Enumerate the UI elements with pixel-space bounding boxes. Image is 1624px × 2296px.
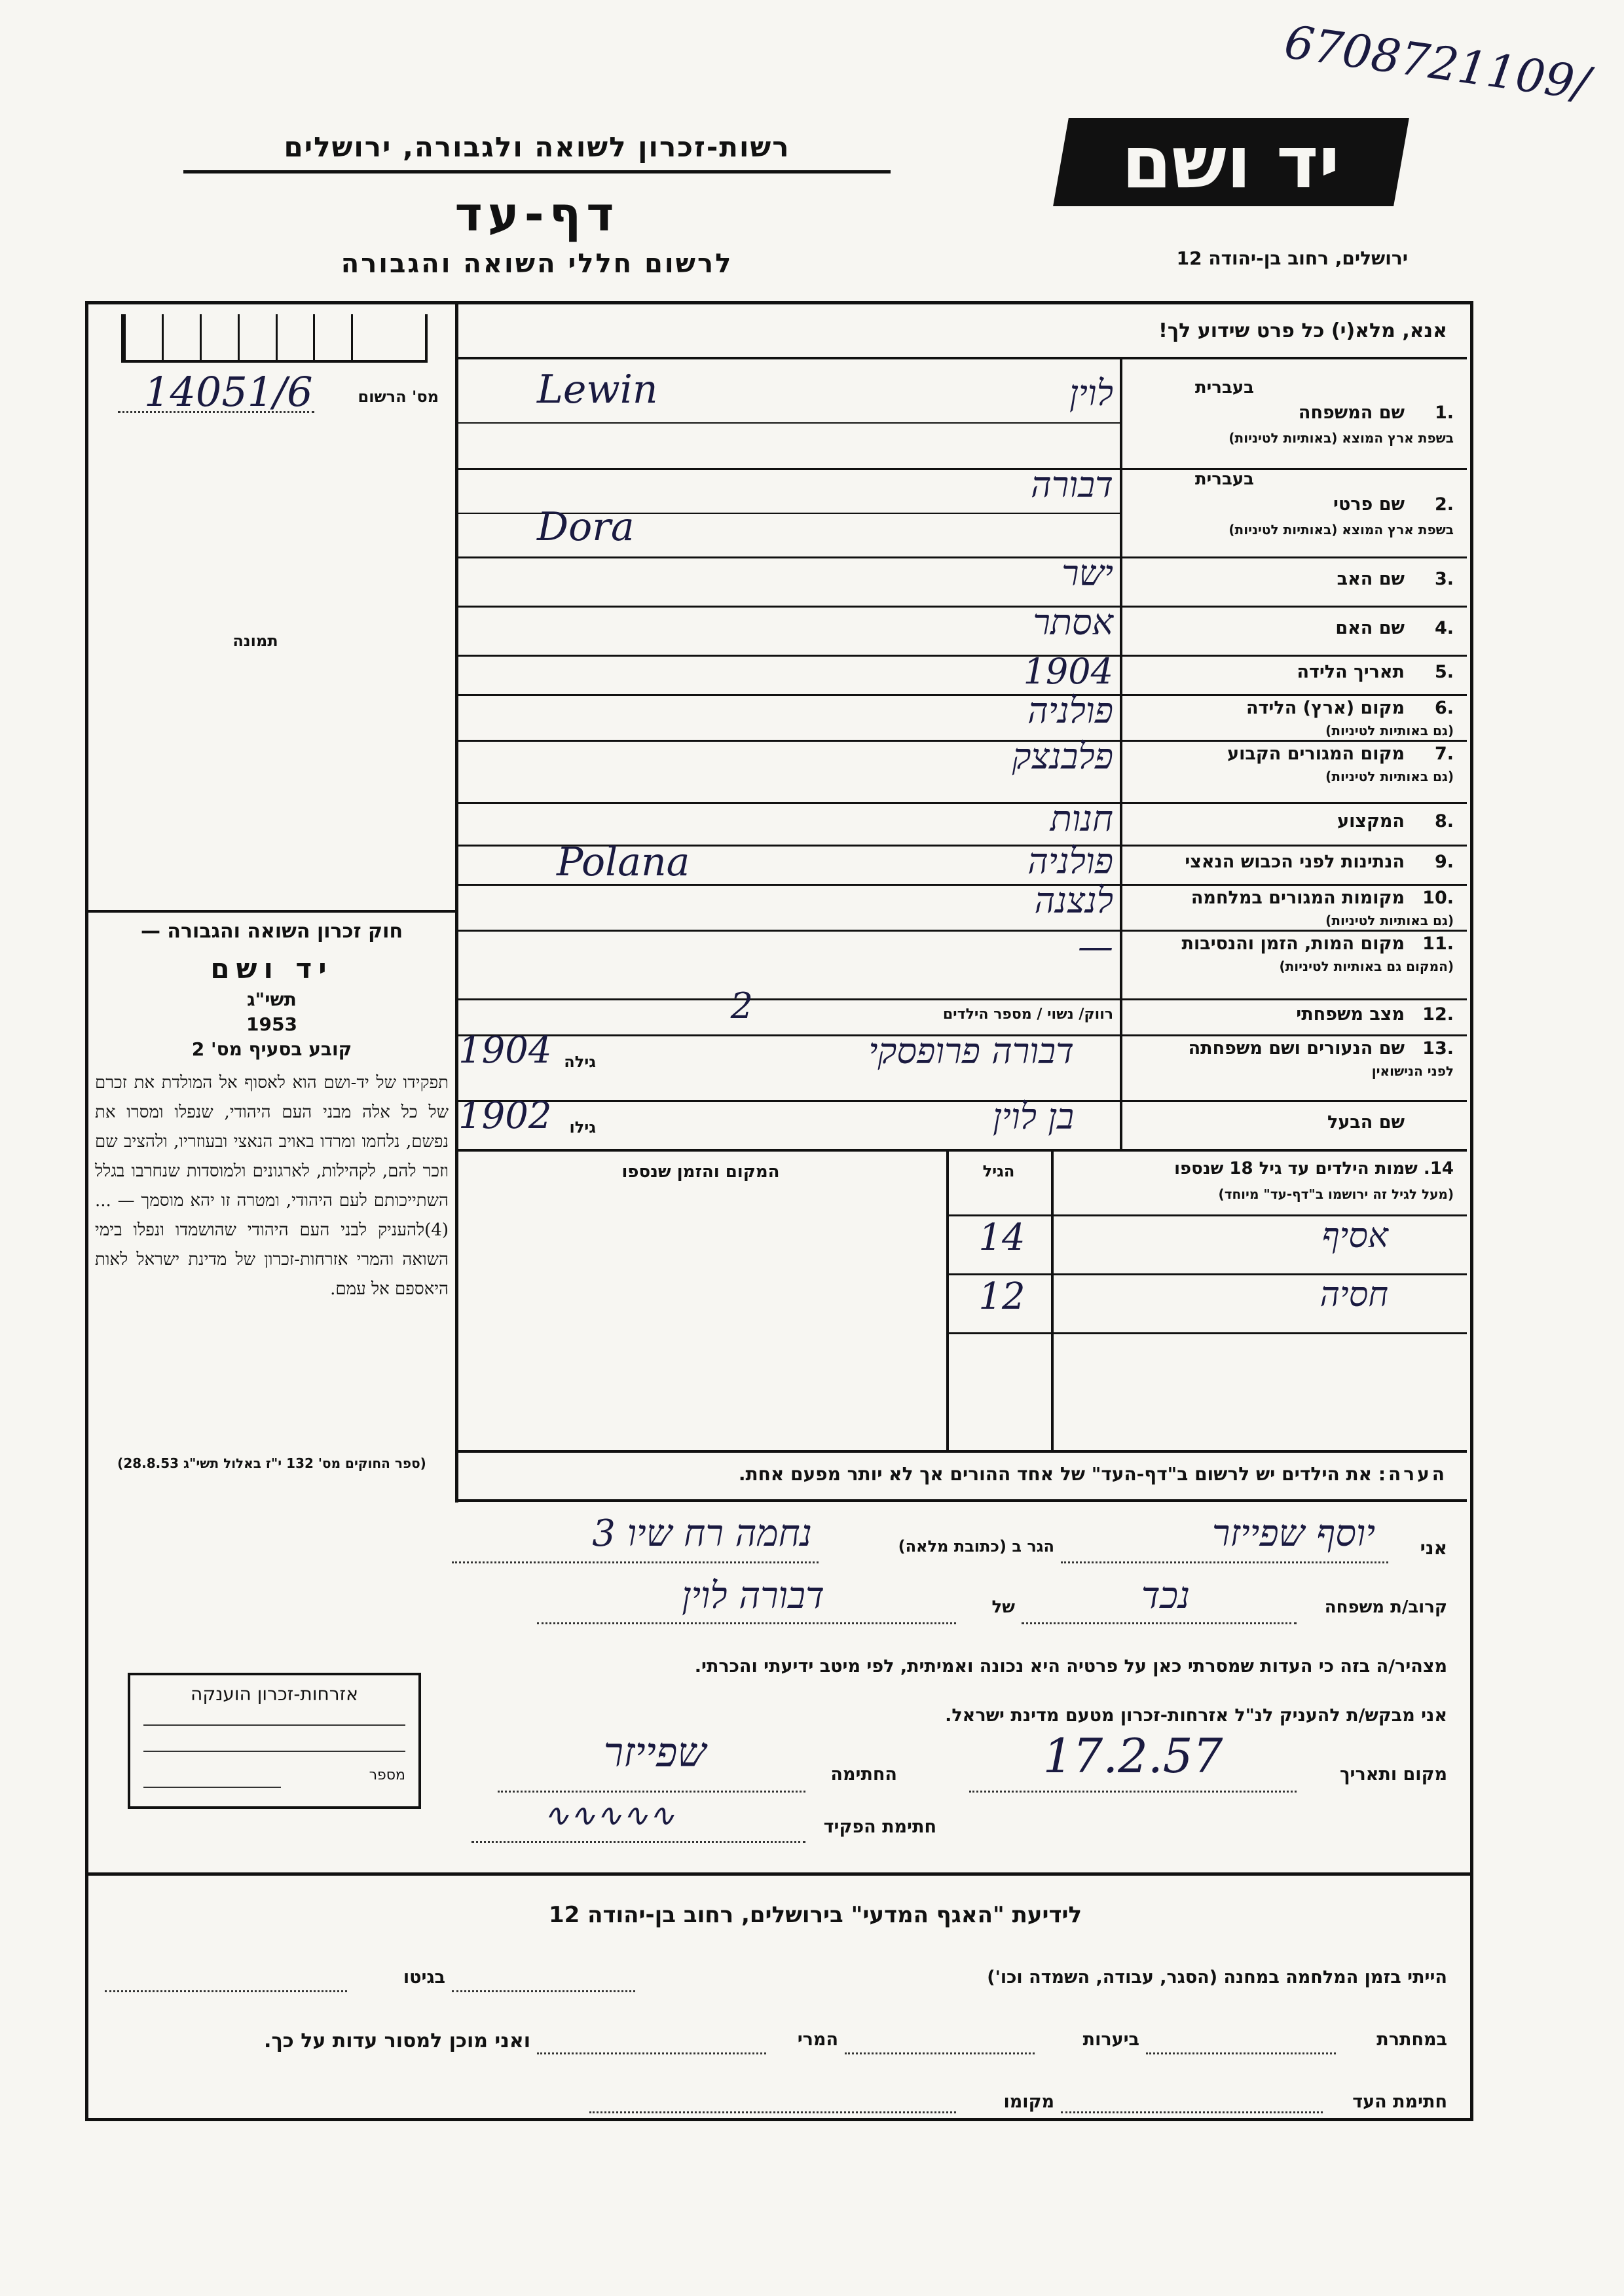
field-label: שם הנעורים ושם משפחתה [1188, 1038, 1405, 1059]
declaration: מצהיר/ה בזה כי העדות שמסרתי כאן על פרטיה היא נכונה ואמיתית, לפי מיטב ידיעתי והכרתי. [694, 1656, 1447, 1677]
law-title: חוק זכרון השואה והגבורה — [140, 920, 403, 943]
field-value-hebrew: לנצנה [1034, 880, 1113, 921]
field-label: שם האם [1335, 617, 1405, 638]
field-row-rule [455, 998, 1467, 1000]
field-sub-label: בשפת ארץ המוצא (באותיות לטיניות) [1228, 522, 1454, 538]
field-number: 2. [1434, 494, 1454, 515]
field-age-value: 1902 [458, 1095, 552, 1137]
witness-address-label: הגר ב (כתובת מלאה) [898, 1537, 1054, 1556]
law-text: תפקידו של יד-ושם הוא לאסוף אל המולדת את זכרם של כל אלה מבני העם היהודי, שנפלו ומסרו את נפשם, נלחמו ומרדו באויב הנאצי ובעוזריו, ולהציב שם וזכר להם, לקהילות, לארגונים ולמוסדות שנחרבו בגלל השתייכותם לעם היהודי, ומטרה זו יהא מוסמך — ...(4)להעניק לבני העם היהודי שהושמדו ונפלו בימי השואה והמרי אזרחות-זכרון של מדינת ישראל לאות היאספם אל עמם. [95, 1073, 449, 1299]
field-label: מקום המות, הזמן והנסיבות [1181, 934, 1405, 954]
field-prefix: רווק/ נשוי / מספר הילדים [942, 1006, 1113, 1023]
field-sub-label: לפני הנישואין [1371, 1063, 1454, 1079]
field-label: שם פרטי [1333, 494, 1405, 515]
signature-label: החתימה [830, 1764, 897, 1785]
field-value-hebrew: ישר [1061, 553, 1113, 594]
registration-value: 14051/6 [144, 368, 313, 416]
witness-relation-label: קרוב/ת משפחה [1324, 1597, 1447, 1617]
field-label: מקום המגורים הקבוע [1227, 744, 1405, 764]
law-clause: קובע בסעיף מס' 2 [191, 1038, 352, 1060]
child-1-name: אסיף [1321, 1216, 1388, 1256]
witness-of-value: דבורה לוין [682, 1575, 824, 1617]
field-value-hebrew: אסתר [1033, 602, 1113, 643]
witness-address: נחמה רח שיו 3 [592, 1512, 812, 1555]
field-number: 13. [1422, 1038, 1454, 1059]
field-value-latin: Lewin [537, 367, 658, 412]
field-label: הנתינות לפני הכבוש הנאצי [1185, 852, 1405, 872]
bottom-line1-end: בגיטו [403, 1967, 445, 1988]
children-header-place: המקום והזמן שנספו [621, 1162, 780, 1182]
law-year-hebrew: תשי"ג [247, 989, 297, 1010]
field-label: שם הבעל [1327, 1112, 1405, 1133]
field-age-value: 1904 [458, 1029, 552, 1072]
witness-relation: נכד [1141, 1575, 1190, 1617]
field-sub-label: (גם באותיות לטיניות) [1325, 913, 1454, 928]
form-title: דף-עד [454, 187, 619, 242]
archive-number-handwritten: 6708721109/ [1281, 14, 1593, 111]
official-signature-scribble: ∿∿∿∿∿ [543, 1797, 675, 1834]
note-label: הערה: [1378, 1463, 1447, 1485]
bottom-forests: ביערות [1082, 2030, 1139, 2050]
field-value-hebrew: 2 [730, 985, 753, 1027]
field-number: 1. [1434, 403, 1454, 423]
field-value-latin: Polana [557, 839, 690, 885]
field-hebrew-label: בעברית [1194, 378, 1254, 397]
photo-label: תמונה [232, 632, 278, 650]
field-sub-label: (גם באותיות לטיניות) [1325, 723, 1454, 738]
field-number: 9. [1434, 852, 1454, 872]
citizenship-stamp-box [128, 1673, 421, 1809]
field-value-hebrew: 1904 [1023, 651, 1113, 692]
bottom-underground: במחתרת [1376, 2030, 1447, 2050]
header-rule [183, 170, 891, 173]
registration-label: מס' הרשום [358, 388, 439, 406]
child-2-age: 12 [978, 1275, 1025, 1318]
field-value-hebrew: — [1078, 926, 1113, 967]
field-age-label: גילו [569, 1118, 596, 1137]
witness-name: יוסף שפייזר [1211, 1512, 1375, 1555]
field-label: המקצוע [1337, 811, 1405, 831]
field-label: מצב משפחתי [1296, 1004, 1405, 1025]
field-sub-label: (המקום גם באותיות לטיניות) [1279, 958, 1454, 974]
children-header-age: הגיל [982, 1162, 1015, 1180]
form-subtitle: לרשום חללי השואה והגבורה [341, 249, 733, 279]
field-value-hebrew: דבורה פרופסקי [868, 1030, 1074, 1072]
field-value-hebrew: לוין [1069, 373, 1113, 414]
field-number: 4. [1434, 617, 1454, 638]
place-date-label: מקום ותאריך [1339, 1764, 1447, 1785]
field-sub-label: (גם באותיות לטיניות) [1325, 769, 1454, 784]
field-number: 7. [1434, 744, 1454, 764]
note [471, 1463, 1447, 1485]
field-sub-label: בשפת ארץ המוצא (באותיות לטיניות) [1228, 430, 1454, 446]
children-header-sub: (מעל לגיל זה ירושמו ב"דף-עד" מיוחד) [1218, 1186, 1454, 1202]
field-value-hebrew: דבורה [1031, 464, 1113, 505]
field-number: 12. [1422, 1004, 1454, 1025]
field-number: 3. [1434, 568, 1454, 589]
field-label: שם האב [1337, 568, 1405, 589]
witness-signature: שפייזר [603, 1728, 707, 1776]
bottom-witness-signature: חתימת העד [1352, 2092, 1447, 2112]
bottom-line2-end: ואני מוכן למסור עדות על כך. [264, 2030, 530, 2052]
stamp-number-label: מספר [369, 1767, 405, 1783]
witness-of-label: של [991, 1597, 1015, 1617]
field-value-hebrew: פולניה [1027, 690, 1113, 731]
law-name: יד ושם [210, 953, 333, 985]
field-value-hebrew: פלבנצק [1012, 736, 1113, 777]
logo-text: יד ושם [1122, 120, 1340, 204]
field-label: מקומות המגורים במלחמה [1190, 888, 1405, 908]
field-number: 10. [1422, 888, 1454, 908]
yad-vashem-logo [1053, 118, 1409, 206]
note-text: את הילדים יש לרשום ב"דף-העד" של אחד ההורים אך לא יותר מפעם אחת. [738, 1463, 1373, 1485]
official-signature-label: חתימת הפקיד [823, 1817, 936, 1837]
field-number: 8. [1434, 811, 1454, 831]
field-number: 5. [1434, 662, 1454, 682]
children-header: 14. שמות הילדים עד גיל 18 שנספו [1174, 1159, 1454, 1178]
bottom-witness-place: מקומו [1003, 2092, 1054, 2112]
field-number: 6. [1434, 698, 1454, 718]
field-label: מקום (ארץ) הלידה [1246, 698, 1405, 718]
field-value-hebrew: פולניה [1027, 841, 1113, 882]
address: ירושלים, רחוב בן-יהודה 12 [1176, 247, 1408, 269]
field-value-hebrew: בן לוין [993, 1096, 1074, 1137]
request: אני מבקש/ת להעניק לנ"ל אזרחות-זכרון מטעם מדינת ישראל. [945, 1705, 1447, 1726]
child-1-age: 14 [978, 1216, 1025, 1259]
authority-name: רשות-זכרון לשואה ולגבורה, ירושלים [284, 131, 790, 163]
date-value: 17.2.57 [1043, 1728, 1223, 1783]
field-value-latin: Dora [537, 504, 635, 550]
stamp-title: אזרחות-זכרון הוענקה [191, 1683, 358, 1705]
bottom-line1: הייתי בזמן המלחמה במחנה (הסגר, עבודה, השמדה וכו') [987, 1967, 1447, 1988]
field-number: 11. [1422, 934, 1454, 954]
witness-i-label: אני [1420, 1537, 1447, 1559]
bottom-revolt: המרי [797, 2030, 838, 2050]
law-reference: (ספר החוקים מס' 132 י"ז באלול תשי"ג 28.8.53) [117, 1455, 426, 1471]
field-inner-rule [455, 422, 1120, 424]
top-instruction: אנא, מלא(י) כל פרט שידוע לך! [1158, 319, 1447, 342]
field-hebrew-label: בעברית [1194, 469, 1254, 489]
field-value-hebrew: חנות [1050, 798, 1113, 839]
field-age-label: גילה [564, 1053, 596, 1071]
field-label: שם המשפחה [1298, 403, 1405, 423]
registration-boxes [121, 314, 428, 363]
bottom-title: לידיעת "האגף המדעי" בירושלים, רחוב בן-יהודה 12 [548, 1902, 1082, 1928]
child-2-name: חסיה [1320, 1275, 1388, 1315]
law-year: 1953 [246, 1013, 297, 1035]
field-label: תאריך הלידה [1297, 662, 1405, 682]
